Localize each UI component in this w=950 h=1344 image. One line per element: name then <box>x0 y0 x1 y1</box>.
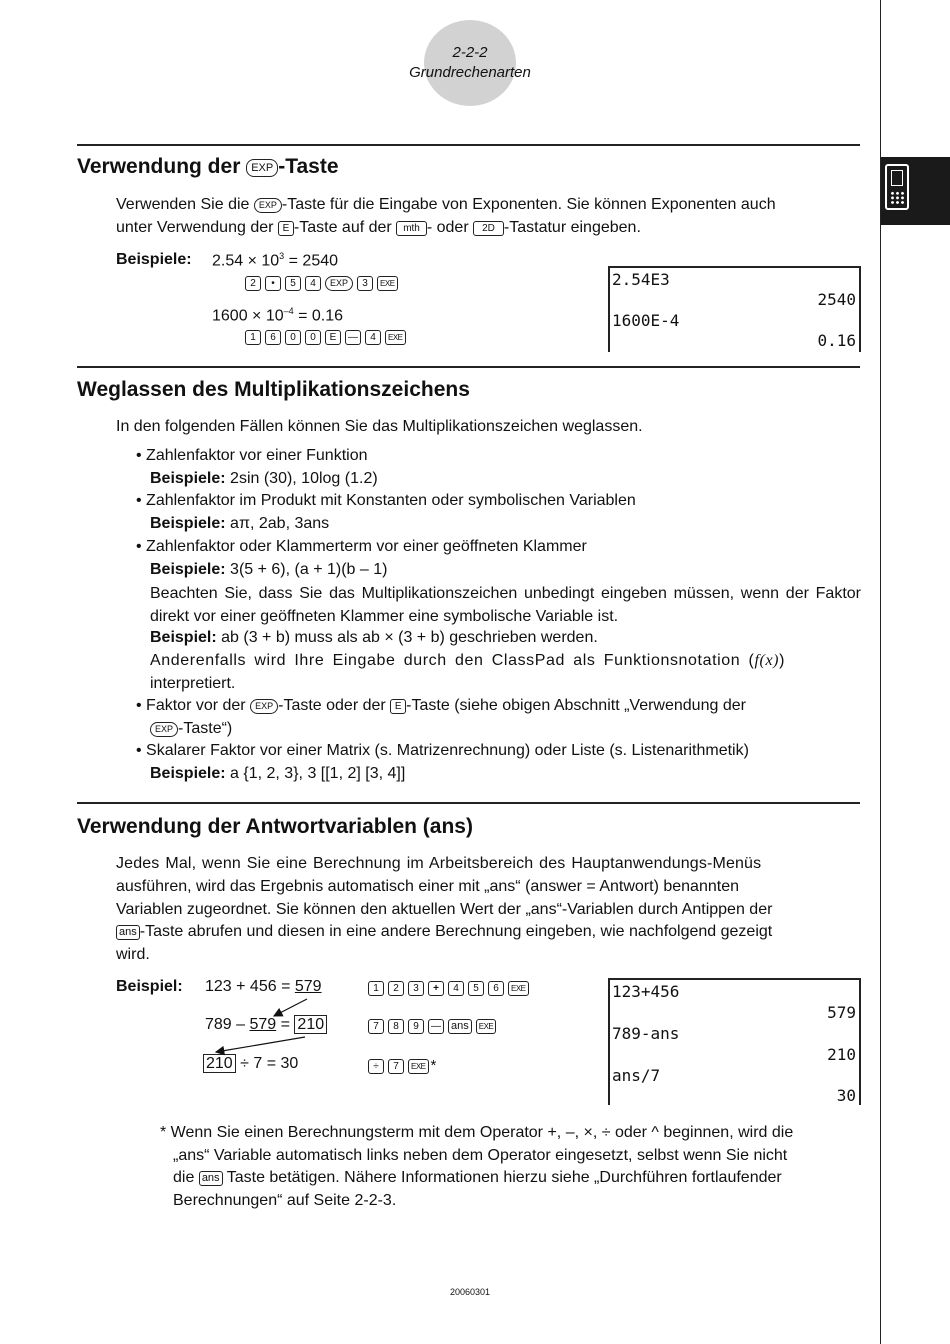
exp-key-icon: EXP <box>246 159 278 177</box>
bullet-matrix-example: Beispiele: a {1, 2, 3}, 3 [[1, 2] [3, 4]] <box>150 765 406 782</box>
section-title-multiplication: Weglassen des Multiplikationszeichens <box>77 378 470 401</box>
ans-row-3: 210 ÷ 7 = 30 <box>203 1055 298 1073</box>
plus-key-icon: + <box>428 981 444 996</box>
screen-line: 789-ans <box>612 1024 680 1043</box>
key-icon: 7 <box>368 1019 384 1034</box>
key-icon: 1 <box>368 981 384 996</box>
key-4-icon: 4 <box>365 330 381 345</box>
key-0-icon: 0 <box>285 330 301 345</box>
key-4-icon: 4 <box>305 276 321 291</box>
row-2-keys <box>368 1018 500 1034</box>
ans-row-2: 789 – 579 = 210 <box>205 1016 327 1034</box>
bullet-constants: • Zahlenfaktor im Produkt mit Konstanten oder symbolischen Variablen <box>136 492 636 509</box>
key-6-icon: 6 <box>265 330 281 345</box>
e-key-icon: E <box>390 699 406 714</box>
function-notation-note-end: interpretiert. <box>150 675 236 692</box>
footnote-line-3: die ans Taste betätigen. Nähere Informationen hierzu siehe „Durchführen fortlaufender <box>173 1169 782 1186</box>
key-dot-icon: • <box>265 276 281 291</box>
exe-key-icon: EXE <box>385 330 406 345</box>
key-icon: 5 <box>468 981 484 996</box>
screen-line: 2.54E3 <box>612 270 670 289</box>
chapter-title: Grundrechenarten <box>409 64 531 81</box>
bullet-exp-key-line2: EXP -Taste“) <box>150 720 232 738</box>
example-label: Beispiel: <box>116 978 183 995</box>
exe-key-icon: EXE <box>508 981 529 996</box>
key-icon: 7 <box>388 1059 404 1074</box>
screen-line: 2540 <box>817 290 856 309</box>
ans-key-icon: ans <box>448 1019 472 1034</box>
bullet-matrix: • Skalarer Faktor vor einer Matrix (s. Matrizenrechnung) oder Liste (s. Listenarithmetik) <box>136 742 749 759</box>
screen-line: 210 <box>827 1045 856 1064</box>
minus-key-icon: — <box>345 330 361 345</box>
screen-line: 30 <box>836 1086 856 1105</box>
screen-line: ans/7 <box>612 1066 661 1085</box>
intro-line-2: unter Verwendung der E -Taste auf der mth - oder 2D -Tastatur eingeben. <box>116 219 641 236</box>
key-icon: 9 <box>408 1019 424 1034</box>
key-icon: 6 <box>488 981 504 996</box>
section2-intro: In den folgenden Fällen können Sie das Multiplikationszeichen weglassen. <box>116 418 643 435</box>
exe-key-icon: EXE <box>408 1059 429 1074</box>
ans-paragraph-line-2: ausführen, wird das Ergebnis automatisch einer mit „ans“ (answer = Antwort) benannten <box>116 878 739 895</box>
ans-paragraph-line-3: Variablen zugeordnet. Sie können den aktuellen Wert der „ans“-Variablen durch Antippen der <box>116 901 773 918</box>
e-key-icon: E <box>325 330 341 345</box>
exp-key-icon: EXP <box>254 198 282 213</box>
screen-line: 579 <box>827 1003 856 1022</box>
exe-key-icon: EXE <box>377 276 398 291</box>
2d-key-icon: 2D <box>473 221 504 236</box>
key-1-icon: 1 <box>245 330 261 345</box>
exp-key-icon: EXP <box>325 276 353 291</box>
exe-key-icon: EXE <box>476 1019 497 1034</box>
key-icon: 8 <box>388 1019 404 1034</box>
ans-paragraph-line-5: wird. <box>116 946 150 963</box>
screen-line: 0.16 <box>817 331 856 350</box>
example-2-expression: $1600 \times 10^{-4} = 0.16$ <box>212 306 344 325</box>
footnote-line-4: Berechnungen“ auf Seite 2-2-3. <box>173 1192 397 1209</box>
key-icon: 4 <box>448 981 464 996</box>
mth-key-icon: mth <box>396 221 427 236</box>
bullet-parentheses-note: Beachten Sie, dass Sie das Multiplikationszeichen unbedingt eingeben müssen, wenn der Faktor direkt vor einer geöffneten Klammer eine symbolische Variable ist. <box>150 585 861 625</box>
bullet-function: • Zahlenfaktor vor einer Funktion <box>136 447 368 464</box>
ans-paragraph-line-1: Jedes Mal, wenn Sie eine Berechnung im Arbeitsbereich des Hauptanwendungs-Menüs <box>116 855 762 872</box>
key-icon: 3 <box>408 981 424 996</box>
bullet-parentheses: • Zahlenfaktor oder Klammerterm vor einer geöffneten Klammer <box>136 538 587 555</box>
exp-key-icon: EXP <box>250 699 278 714</box>
intro-line-1: Verwenden Sie die EXP -Taste für die Eingabe von Exponenten. Sie können Exponenten auch <box>116 196 776 213</box>
ans-key-icon: ans <box>116 925 140 940</box>
key-0-icon: 0 <box>305 330 321 345</box>
minus-key-icon: — <box>428 1019 444 1034</box>
ans-row-1: 123 + 456 = 579 <box>205 978 322 995</box>
row-3-keys: ÷ 7 EXE * <box>368 1057 436 1074</box>
e-key-icon: E <box>278 221 294 236</box>
calculator-screen-2 <box>608 978 861 1105</box>
key-5-icon: 5 <box>285 276 301 291</box>
bullet-function-example: Beispiele: 2sin (30), 10log (1.2) <box>150 470 378 487</box>
function-notation-note: Anderenfalls wird Ihre Eingabe durch den ClassPad als Funktionsnotation (f(x)) <box>150 652 786 669</box>
section-title-ans: Verwendung der Antwortvariablen (ans) <box>77 815 473 838</box>
key-3-icon: 3 <box>357 276 373 291</box>
ans-key-icon: ans <box>199 1171 223 1186</box>
bullet-parentheses-example-2: Beispiel: ab (3 + b) muss als ab × (3 + b) geschrieben werden. <box>150 629 598 646</box>
footnote-line-1: * Wenn Sie einen Berechnungsterm mit dem Operator +, –, ×, ÷ oder ^ beginnen, wird die <box>160 1124 794 1141</box>
bullet-constants-example: Beispiele: aπ, 2ab, 3ans <box>150 515 330 532</box>
examples-label: Beispiele: <box>116 251 192 268</box>
footer-code: 20060301 <box>449 1287 491 1297</box>
key-icon: 2 <box>388 981 404 996</box>
row-1-keys <box>368 980 533 996</box>
screen-line: 123+456 <box>612 982 680 1001</box>
page-number: 2-2-2 <box>452 44 488 61</box>
key-2-icon: 2 <box>245 276 261 291</box>
exp-key-icon: EXP <box>150 722 178 737</box>
bullet-exp-key: • Faktor vor der EXP -Taste oder der E -Taste (siehe obigen Abschnitt „Verwendung der <box>136 697 746 714</box>
ans-paragraph-line-4: ans -Taste abrufen und diesen in eine andere Berechnung eingeben, wie nachfolgend gezeigt <box>116 923 772 941</box>
example-1-expression: $2.54 \times 10^3 = 2540$ <box>212 251 339 270</box>
section-title-exp: Verwendung der EXP -Taste <box>77 155 339 178</box>
bullet-parentheses-example: Beispiele: 3(5 + 6), (a + 1)(b – 1) <box>150 561 388 578</box>
divide-key-icon: ÷ <box>368 1059 384 1074</box>
screen-line: 1600E-4 <box>612 311 680 330</box>
footnote-line-2: „ans“ Variable automatisch links neben dem Operator eingesetzt, selbst wenn Sie nicht <box>173 1147 788 1164</box>
